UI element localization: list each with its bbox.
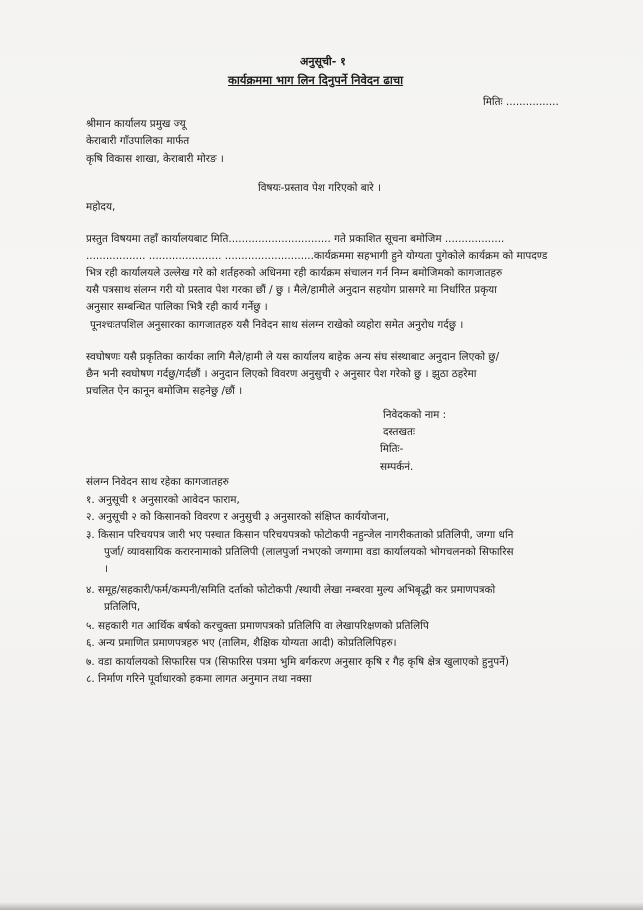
attachment-item-3-line-2: पुर्जा/ व्यावसायिक करारनामाको प्रतिलिपी (लालपुर्जा नभएको जग्गामा वडा कार्यालयको भोगचलनको सिफारिस — [104, 546, 514, 558]
form-title: कार्यक्रममा भाग लिन दिनुपर्ने निवेदन ढाचा — [228, 73, 404, 87]
self-declaration-line-2: छैन भनी स्वघोषण गर्दछु/गर्दछौं । अनुदान लिएको विवरण अनुसुची २ अनुसार पेश गरेको छु । झुठा ठहरेमा — [86, 368, 477, 380]
salutation: महोदय, — [86, 201, 116, 213]
attachment-item-3-line-1: ३. किसान परिचयपत्र जारी भए पस्चात किसान परिचयपत्रको फोटोकपी नहुन्जेल नागरीकताको प्रतिलिपी, जग्गा धनि — [86, 529, 514, 541]
self-declaration-line-3: प्रचलित ऐन कानून बमोजिम सहनेछु /छौं । — [86, 385, 243, 397]
attachment-item-7: ७. वडा कार्यालयको सिफारिस पत्र (सिफारिस पत्रमा भुमि बर्गकरण अनुसार कृषि र गैह कृषि क्षेत्र खुलाएको हुनुपर्ने) — [86, 656, 509, 668]
address-line-3: कृषि विकास शाखा, केराबारी मोरङ । — [86, 153, 224, 165]
attachment-item-8: ८. निर्माण गरिने पूर्वाधारको हकमा लागत अनुमान तथा नक्सा — [86, 673, 312, 685]
applicant-name-label: निवेदकको नाम : — [383, 409, 447, 421]
schedule-label: अनुसूची- १ — [300, 55, 346, 68]
address-line-1: श्रीमान कार्यालय प्रमुख ज्यू — [86, 118, 186, 130]
attachment-item-6: ६. अन्य प्रमाणित प्रमाणपत्रहरु भए (तालिम, शैक्षिक योग्यता आदी) कोप्रतिलिपिहरु। — [86, 637, 397, 649]
attachment-item-2: २. अनुसूची २ को किसानको विवरण र अनुसुची ३ अनुसारको संक्षिप्त कार्ययोजना, — [86, 511, 390, 523]
body-paragraph-1-line-4: यसै पत्रसाथ संलग्न गरी यो प्रस्ताव पेश गरका छौं / छु । मैले/हामीले अनुदान सहयोग प्रासगरे मा निर्धारित प्रकृया — [86, 284, 497, 296]
subject-line: विषयः-प्रस्ताव पेश गरिएको बारे । — [258, 182, 381, 194]
attachment-item-5: ५. सहकारी गत आर्थिक बर्षको करचुक्ता प्रमाणपत्रको प्रतिलिपि वा लेखापरिक्षणको प्रतिलिपि — [86, 620, 429, 632]
body-paragraph-1-line-1: प्रस्तुत विषयमा तहाँ कार्यालयबाट मिति............................... गते प्रकाशित सूचना बमोजिम .................. — [86, 233, 505, 245]
applicant-date-label: मितिः- — [380, 443, 404, 455]
body-paragraph-1-line-3: भित्र रही कार्यालयले उल्लेख गरे को शर्तहरुको अधिनमा रही कार्यक्रम संचालन गर्न निम्न बमोजिमको कागजातहरु — [86, 267, 503, 279]
body-paragraph-1-line-5: अनुसार सम्बन्धित पालिका भित्रै रही कार्य गर्नेछु । — [86, 301, 268, 313]
self-declaration-line-1: स्वघोषणः यसै प्रकृतिका कार्यका लागि मैले/हामी ले यस कार्यालय बाहेक अन्य संघ संस्थाबाट अनुदान लिएको छु/ — [86, 351, 500, 363]
attachment-item-4-line-1: ४. समूह/सहकारी/फर्म/कम्पनी/समिति दर्ताको फोटोकपी /स्थायी लेखा नम्बरवा मुल्य अभिबृद्धी कर प्रमाणपत्रको — [86, 584, 496, 596]
applicant-contact-label: सम्पर्कनं. — [380, 461, 414, 473]
body-paragraph-2: पूनश्चःतपशिल अनुसारका कागजातहरु यसै निवेदन साथ संलग्न राखेको व्यहोरा समेत अनुरोध गर्दछु । — [90, 319, 464, 331]
page-edge-shadow — [0, 902, 643, 910]
address-line-2: केराबारी गाँउपालिका मार्फत — [86, 135, 190, 147]
header-date: मितिः ................ — [483, 96, 559, 108]
body-paragraph-1-line-2: .................. ...................... ...........................कार्यक्रममा सहभागी हुने योग्यता पुगेकोले कार्यक्रम को मापदण्ड — [86, 250, 548, 262]
applicant-signature-label: दस्तखतः — [383, 426, 416, 438]
attachment-item-3-line-3: । — [104, 563, 108, 575]
attachment-item-1: १. अनुसूची १ अनुसारको आवेदन फाराम, — [86, 494, 240, 506]
attachment-item-4-line-2: प्रतिलिपि, — [104, 601, 141, 613]
attachments-heading: संलग्न निवेदन साथ रहेका कागजातहरु — [86, 476, 229, 488]
